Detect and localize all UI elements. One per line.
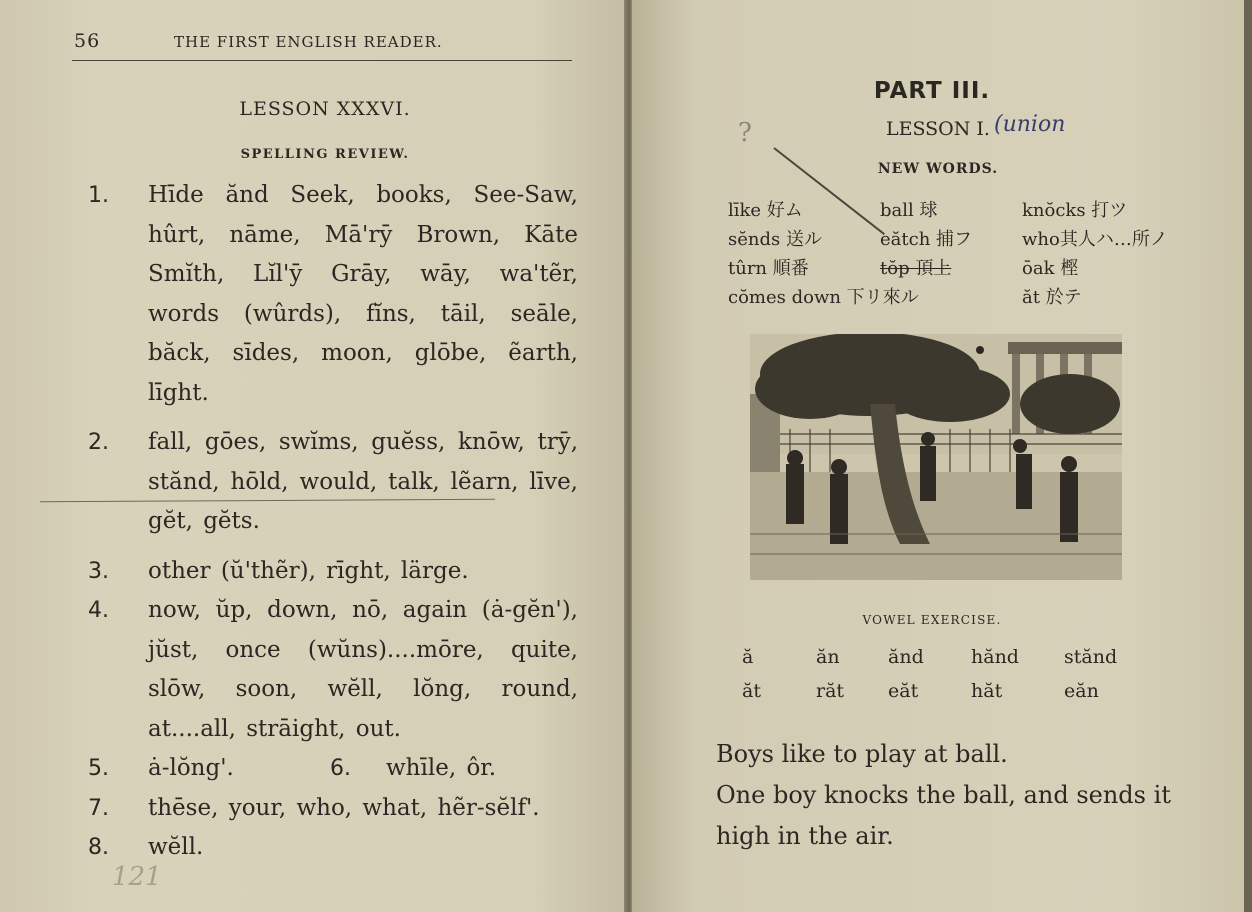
vocab-word: tûrn 順番: [728, 258, 809, 279]
item-text: whīle, ôr.: [386, 755, 497, 781]
vocab-word: knŏcks 打ツ: [1022, 200, 1128, 221]
vowel-row: [742, 646, 1142, 680]
vowel-exercise-table: [742, 646, 1142, 714]
vowel-word: hăt: [971, 680, 1003, 702]
vocab-word: sĕnds 送ル: [728, 229, 822, 250]
item-text: now, ŭp, down, nō, again (ȧ-gĕn'), jŭst, once (wŭns)....mōre, quite, slōw, soon, wĕll, lŏng, round, at....all, strāight, out.: [148, 597, 578, 742]
part-title: PART III.: [873, 78, 991, 104]
vowel-word: ăt: [742, 680, 761, 702]
item-number: 6.: [330, 756, 351, 781]
item-number: 5.: [88, 756, 109, 781]
page-number: 56: [74, 30, 101, 52]
vocab-row: [728, 225, 1198, 254]
reading-sentence: Boys like to play at ball.: [716, 740, 1008, 768]
vowel-word: eăt: [888, 680, 919, 702]
book-edge: [1244, 0, 1252, 912]
reading-sentence: One boy knocks the ball, and sends it high in the air.: [716, 781, 1171, 850]
item-text: thēse, your, who, what, hẽr-sĕlf'.: [148, 794, 540, 821]
boys-playing-ball-illustration: [750, 334, 1122, 580]
right-page: [632, 0, 1244, 912]
margin-pencil-note: 121: [112, 862, 162, 892]
vocabulary-list: [728, 196, 1198, 312]
vowel-word: ă: [742, 646, 754, 668]
vocab-word: ăt 於テ: [1022, 287, 1082, 308]
vowel-row: [742, 680, 1142, 714]
new-words-heading: NEW WORDS.: [877, 161, 999, 177]
vowel-word: ănd: [888, 646, 924, 668]
vowel-word: eăn: [1064, 680, 1099, 702]
vowel-word: hănd: [971, 646, 1019, 668]
list-item: [88, 176, 578, 413]
list-item: [88, 789, 578, 829]
vocab-row: [728, 254, 1198, 283]
item-text: ȧ-lŏng'.: [148, 755, 234, 781]
item-text: wĕll.: [148, 834, 204, 860]
item-number: 8.: [88, 835, 109, 860]
vowel-word: stănd: [1064, 646, 1118, 668]
vocab-word: līke 好ム: [728, 200, 803, 221]
item-number: 3.: [88, 558, 109, 584]
vowel-word: ăn: [816, 646, 840, 668]
lesson-subtitle: SPELLING REVIEW.: [240, 147, 410, 162]
handwritten-note: (union: [994, 112, 1066, 137]
item-text: other (ŭ'thẽr), rīght, lärge.: [148, 557, 469, 584]
list-item: [88, 552, 578, 592]
list-item: [88, 749, 578, 789]
item-number: 1.: [88, 183, 109, 208]
vowel-word: răt: [816, 680, 845, 702]
item-number: 2.: [88, 430, 109, 455]
question-mark-annotation: ?: [738, 118, 752, 148]
list-item: [88, 423, 578, 542]
reading-passage: [686, 734, 1186, 857]
vocab-word: cŏmes down 下リ來ル: [728, 287, 919, 308]
vocab-word: ōak 樫: [1022, 258, 1079, 279]
item-text: Hīde ănd Seek, books, See-Saw, hûrt, nāme, Mā'rȳ Brown, Kāte Smĭth, Lĭl'ȳ Grāy, wāy, wa'tẽr, words (wûrds), fĭns, tāil, seāle, băck, sīdes, moon, glōbe, ẽarth, līght.: [148, 182, 578, 406]
spelling-list: [88, 176, 578, 868]
vowel-exercise-heading: VOWEL EXERCISE.: [862, 613, 1002, 627]
vocab-word: who其人ハ…所ノ: [1022, 229, 1168, 250]
vocab-word-struck: tŏp 頂上: [880, 258, 952, 279]
item-number: 7.: [88, 795, 109, 821]
vocab-word: ball 球: [880, 200, 938, 221]
lesson-title: LESSON I.: [886, 118, 990, 140]
vocab-word: eătch 捕フ: [880, 229, 973, 250]
item-number: 4.: [88, 598, 109, 623]
vocab-row: [728, 283, 1198, 312]
lesson-title: LESSON XXXVI.: [239, 98, 411, 120]
item-text: fall, gōes, swĭms, guĕss, knōw, trȳ, stănd, hōld, would, talk, lẽarn, līve, gĕt, gĕts.: [148, 429, 578, 534]
book-title: THE FIRST ENGLISH READER.: [174, 33, 443, 51]
list-item: [88, 591, 578, 749]
item-pair: [148, 749, 578, 789]
vocab-row: [728, 196, 1198, 225]
running-head: [72, 30, 572, 61]
